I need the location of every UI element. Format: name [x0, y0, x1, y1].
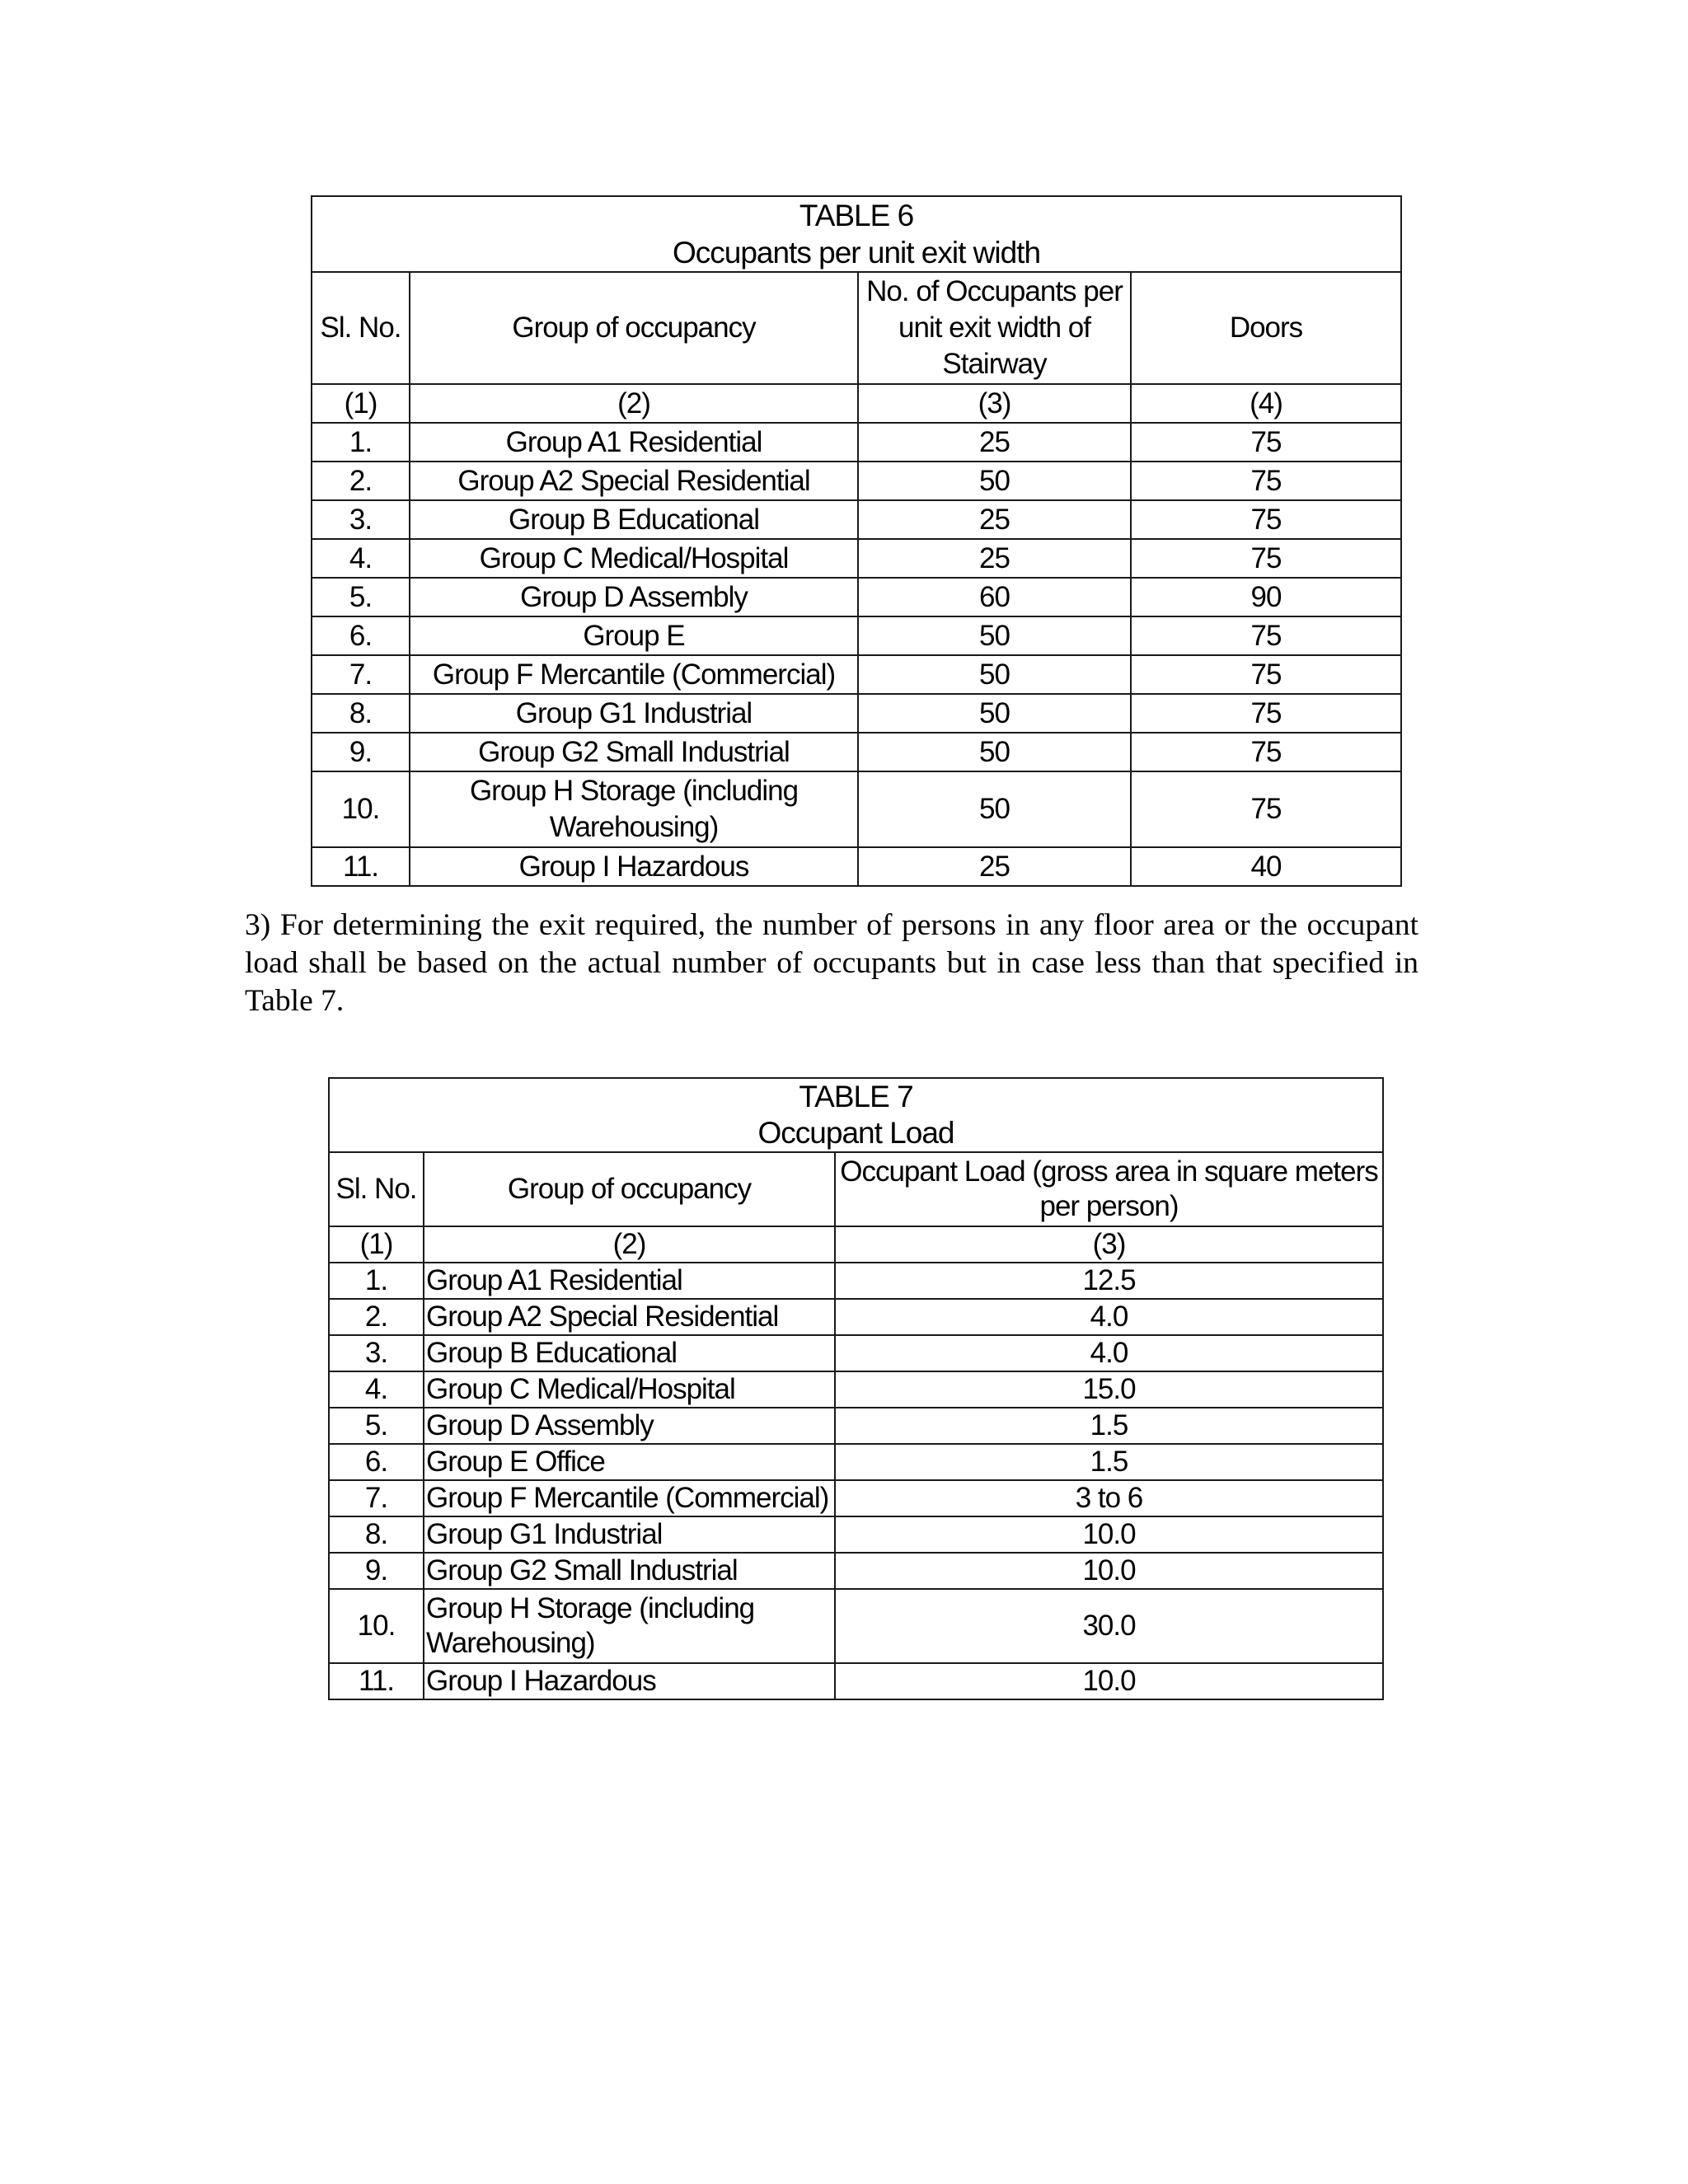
occupancy-group: Group C Medical/Hospital — [410, 539, 858, 578]
stairway-occupants: 25 — [858, 539, 1131, 578]
table-row — [329, 1516, 1383, 1553]
row-number: 6. — [329, 1444, 424, 1480]
header-cell: Sl. No. — [329, 1152, 424, 1226]
header-cell: Sl. No. — [312, 272, 410, 384]
row-number: 10. — [312, 771, 410, 847]
row-number: 8. — [329, 1516, 424, 1553]
table-row — [312, 616, 1401, 655]
row-number: 4. — [312, 539, 410, 578]
stairway-occupants: 50 — [858, 771, 1131, 847]
table-row — [329, 1263, 1383, 1299]
door-occupants: 75 — [1131, 462, 1401, 500]
table-row — [329, 1371, 1383, 1408]
door-occupants: 75 — [1131, 500, 1401, 539]
row-number: 9. — [329, 1553, 424, 1589]
row-number: 9. — [312, 733, 410, 771]
occupant-load: 10.0 — [835, 1663, 1383, 1699]
table-row — [312, 578, 1401, 616]
row-number: 1. — [329, 1263, 424, 1299]
column-number: (2) — [424, 1226, 835, 1263]
occupancy-group: Group A1 Residential — [410, 423, 858, 462]
row-number: 5. — [312, 578, 410, 616]
table-subtitle-text: Occupants per unit exit width — [672, 236, 1041, 269]
stairway-occupants: 50 — [858, 616, 1131, 655]
occupant-load: 10.0 — [835, 1516, 1383, 1553]
occupancy-group: Group C Medical/Hospital — [424, 1371, 835, 1408]
table-row — [312, 655, 1401, 694]
row-number: 2. — [312, 462, 410, 500]
row-number: 7. — [312, 655, 410, 694]
stairway-occupants: 50 — [858, 733, 1131, 771]
occupant-load: 4.0 — [835, 1335, 1383, 1371]
column-number-row — [329, 1226, 1383, 1263]
occupancy-group: Group D Assembly — [424, 1408, 835, 1444]
column-number: (1) — [329, 1226, 424, 1263]
occupant-load: 30.0 — [835, 1589, 1383, 1663]
table-title — [329, 1078, 1383, 1152]
stairway-occupants: 50 — [858, 694, 1131, 733]
occupancy-group: Group A1 Residential — [424, 1263, 835, 1299]
table-row — [312, 847, 1401, 886]
table-row — [312, 733, 1401, 771]
stairway-occupants: 25 — [858, 500, 1131, 539]
occupancy-group: Group A2 Special Residential — [424, 1299, 835, 1335]
column-number: (3) — [835, 1226, 1383, 1263]
occupant-load: 1.5 — [835, 1444, 1383, 1480]
occupancy-group: Group I Hazardous — [410, 847, 858, 886]
occupancy-group: Group B Educational — [424, 1335, 835, 1371]
occupancy-group: Group F Mercantile (Commercial) — [424, 1480, 835, 1516]
row-number: 7. — [329, 1480, 424, 1516]
header-cell: Occupant Load (gross area in square meters per person) — [835, 1152, 1383, 1226]
table-title — [312, 196, 1401, 272]
occupancy-group: Group G2 Small Industrial — [410, 733, 858, 771]
occupancy-group: Group G1 Industrial — [410, 694, 858, 733]
column-number: (2) — [410, 384, 858, 423]
header-cell: Group of occupancy — [410, 272, 858, 384]
door-occupants: 75 — [1131, 733, 1401, 771]
table-row — [329, 1553, 1383, 1589]
header-cell: Doors — [1131, 272, 1401, 384]
body-paragraph: 3) For determining the exit required, the number of persons in any floor area or the occupant load shall be based on the actual number of occupants but in case less than that specified in Table 7. — [245, 908, 1418, 1018]
door-occupants: 75 — [1131, 539, 1401, 578]
row-number: 6. — [312, 616, 410, 655]
column-number: (4) — [1131, 384, 1401, 423]
column-number-row — [312, 384, 1401, 423]
row-number: 11. — [312, 847, 410, 886]
header-cell: No. of Occupants per unit exit width of Stairway — [858, 272, 1131, 384]
row-number: 3. — [329, 1335, 424, 1371]
occupancy-group: Group D Assembly — [410, 578, 858, 616]
row-number: 1. — [312, 423, 410, 462]
door-occupants: 75 — [1131, 771, 1401, 847]
stairway-occupants: 50 — [858, 655, 1131, 694]
occupant-load: 1.5 — [835, 1408, 1383, 1444]
occupant-load: 12.5 — [835, 1263, 1383, 1299]
door-occupants: 90 — [1131, 578, 1401, 616]
table-title-row — [312, 196, 1401, 272]
occupancy-group: Group E Office — [424, 1444, 835, 1480]
stairway-occupants: 25 — [858, 847, 1131, 886]
header-cell: Group of occupancy — [424, 1152, 835, 1226]
column-number: (1) — [312, 384, 410, 423]
table-header-row — [329, 1152, 1383, 1226]
table-row — [312, 423, 1401, 462]
occupancy-group: Group G1 Industrial — [424, 1516, 835, 1553]
table-row — [329, 1589, 1383, 1663]
stairway-occupants: 25 — [858, 423, 1131, 462]
row-number: 10. — [329, 1589, 424, 1663]
occupancy-group: Group A2 Special Residential — [410, 462, 858, 500]
occupant-load: 3 to 6 — [835, 1480, 1383, 1516]
table-7 — [328, 1077, 1384, 1700]
occupancy-group: Group B Educational — [410, 500, 858, 539]
row-number: 4. — [329, 1371, 424, 1408]
door-occupants: 75 — [1131, 616, 1401, 655]
door-occupants: 75 — [1131, 655, 1401, 694]
table-subtitle-text: Occupant Load — [757, 1116, 954, 1150]
row-number: 2. — [329, 1299, 424, 1335]
table-row — [312, 771, 1401, 847]
table-row — [329, 1408, 1383, 1444]
row-number: 3. — [312, 500, 410, 539]
table-row — [312, 462, 1401, 500]
column-number: (3) — [858, 384, 1131, 423]
table-title-text: TABLE 6 — [799, 199, 914, 232]
door-occupants: 75 — [1131, 423, 1401, 462]
table-row — [312, 694, 1401, 733]
occupancy-group: Group H Storage (including Warehousing) — [410, 771, 858, 847]
table-row — [312, 500, 1401, 539]
table-row — [329, 1444, 1383, 1480]
door-occupants: 40 — [1131, 847, 1401, 886]
table-row — [329, 1299, 1383, 1335]
occupant-load: 10.0 — [835, 1553, 1383, 1589]
occupant-load: 4.0 — [835, 1299, 1383, 1335]
occupancy-group: Group H Storage (including Warehousing) — [424, 1589, 835, 1663]
occupancy-group: Group G2 Small Industrial — [424, 1553, 835, 1589]
table-title-text: TABLE 7 — [799, 1080, 913, 1113]
table-header-row — [312, 272, 1401, 384]
table-row — [312, 539, 1401, 578]
stairway-occupants: 60 — [858, 578, 1131, 616]
occupant-load: 15.0 — [835, 1371, 1383, 1408]
table-title-row — [329, 1078, 1383, 1152]
occupancy-group: Group I Hazardous — [424, 1663, 835, 1699]
occupancy-group: Group F Mercantile (Commercial) — [410, 655, 858, 694]
row-number: 8. — [312, 694, 410, 733]
table-6 — [311, 195, 1402, 887]
table-row — [329, 1480, 1383, 1516]
table-row — [329, 1663, 1383, 1699]
stairway-occupants: 50 — [858, 462, 1131, 500]
occupancy-group: Group E — [410, 616, 858, 655]
row-number: 5. — [329, 1408, 424, 1444]
table-row — [329, 1335, 1383, 1371]
row-number: 11. — [329, 1663, 424, 1699]
door-occupants: 75 — [1131, 694, 1401, 733]
